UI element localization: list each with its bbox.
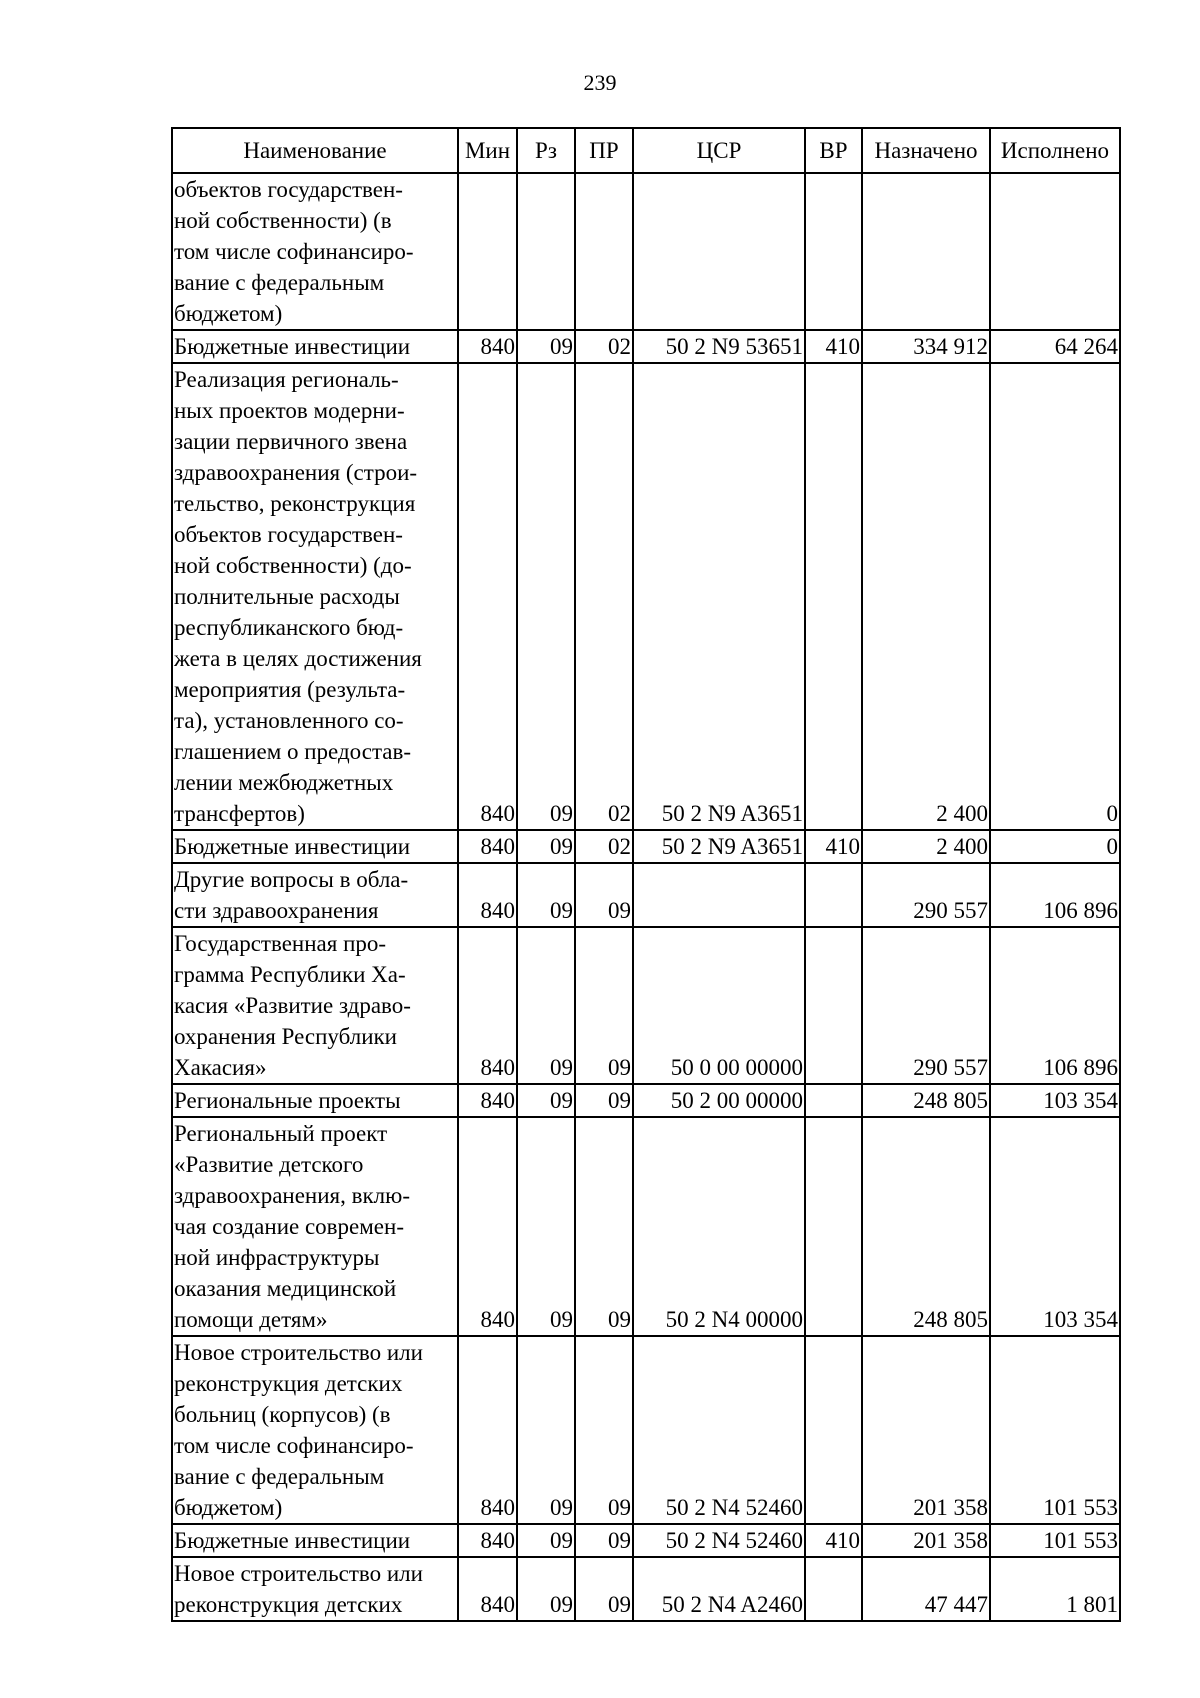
cell-name: Бюджетные инвестиции xyxy=(172,830,458,863)
cell-naznacheno: 47 447 xyxy=(862,1557,990,1621)
table-row xyxy=(172,927,1120,1084)
cell-pr: 09 xyxy=(575,863,633,927)
cell-pr: 09 xyxy=(575,1117,633,1336)
cell-naznacheno: 2 400 xyxy=(862,363,990,830)
header-rz: Рз xyxy=(517,128,575,173)
cell-pr xyxy=(575,173,633,330)
cell-csr: 50 2 N4 A2460 xyxy=(633,1557,805,1621)
cell-min: 840 xyxy=(458,1524,517,1557)
table-row xyxy=(172,1557,1120,1621)
cell-pr: 02 xyxy=(575,363,633,830)
cell-vr xyxy=(805,363,862,830)
cell-vr xyxy=(805,173,862,330)
cell-vr xyxy=(805,863,862,927)
cell-csr: 50 2 00 00000 xyxy=(633,1084,805,1117)
cell-rz: 09 xyxy=(517,1117,575,1336)
cell-ispolneno: 103 354 xyxy=(990,1117,1120,1336)
table-header-row xyxy=(172,128,1120,173)
cell-name: Другие вопросы в обла- сти здравоохранения xyxy=(172,863,458,927)
header-vr: ВР xyxy=(805,128,862,173)
cell-name: объектов государствен- ной собственности) (в том числе софинансиро- вание с федеральным бюджетом) xyxy=(172,173,458,330)
cell-name: Новое строительство или реконструкция детских больниц (корпусов) (в том числе софинансиро- вание с федеральным бюджетом) xyxy=(172,1336,458,1524)
cell-pr: 09 xyxy=(575,1524,633,1557)
cell-vr xyxy=(805,1557,862,1621)
cell-csr: 50 2 N9 53651 xyxy=(633,330,805,363)
page-number: 239 xyxy=(583,70,617,95)
cell-pr: 02 xyxy=(575,830,633,863)
cell-pr: 09 xyxy=(575,927,633,1084)
cell-rz: 09 xyxy=(517,927,575,1084)
cell-csr: 50 2 N4 52460 xyxy=(633,1336,805,1524)
cell-vr xyxy=(805,1117,862,1336)
cell-min xyxy=(458,173,517,330)
cell-csr xyxy=(633,863,805,927)
cell-name: Реализация региональ- ных проектов модерни- зации первичного звена здравоохранения (строи- тельство, реконструкция объектов государствен- ной собственности) (до- полнительные расходы республиканского бюд- жета в целях достижения мероприятия (результа- та), установленного со- глашением о предостав- лении межбюджетных трансфертов) xyxy=(172,363,458,830)
table-row xyxy=(172,830,1120,863)
cell-name: Региональный проект «Развитие детского здравоохранения, вклю- чая создание современ- ной инфраструктуры оказания медицинской помощи детям» xyxy=(172,1117,458,1336)
cell-ispolneno: 101 553 xyxy=(990,1336,1120,1524)
cell-csr: 50 2 N4 00000 xyxy=(633,1117,805,1336)
cell-rz xyxy=(517,173,575,330)
header-name: Наименование xyxy=(172,128,458,173)
cell-naznacheno: 201 358 xyxy=(862,1524,990,1557)
header-csr: ЦСР xyxy=(633,128,805,173)
table-row xyxy=(172,1336,1120,1524)
cell-naznacheno xyxy=(862,173,990,330)
cell-min: 840 xyxy=(458,863,517,927)
cell-vr: 410 xyxy=(805,1524,862,1557)
cell-ispolneno: 101 553 xyxy=(990,1524,1120,1557)
table-row xyxy=(172,363,1120,830)
cell-rz: 09 xyxy=(517,330,575,363)
table-row xyxy=(172,1524,1120,1557)
cell-ispolneno: 0 xyxy=(990,363,1120,830)
cell-min: 840 xyxy=(458,1084,517,1117)
cell-min: 840 xyxy=(458,927,517,1084)
cell-pr: 09 xyxy=(575,1557,633,1621)
cell-name: Бюджетные инвестиции xyxy=(172,330,458,363)
cell-pr: 02 xyxy=(575,330,633,363)
cell-rz: 09 xyxy=(517,1524,575,1557)
cell-ispolneno: 106 896 xyxy=(990,927,1120,1084)
cell-csr: 50 0 00 00000 xyxy=(633,927,805,1084)
cell-ispolneno: 106 896 xyxy=(990,863,1120,927)
cell-rz: 09 xyxy=(517,863,575,927)
cell-naznacheno: 201 358 xyxy=(862,1336,990,1524)
budget-table xyxy=(171,127,1121,1622)
cell-naznacheno: 248 805 xyxy=(862,1117,990,1336)
cell-pr: 09 xyxy=(575,1084,633,1117)
header-ispolneno: Исполнено xyxy=(990,128,1120,173)
cell-rz: 09 xyxy=(517,363,575,830)
cell-vr: 410 xyxy=(805,330,862,363)
cell-naznacheno: 248 805 xyxy=(862,1084,990,1117)
cell-ispolneno: 103 354 xyxy=(990,1084,1120,1117)
cell-ispolneno xyxy=(990,173,1120,330)
header-min: Мин xyxy=(458,128,517,173)
cell-name: Бюджетные инвестиции xyxy=(172,1524,458,1557)
cell-csr: 50 2 N9 A3651 xyxy=(633,830,805,863)
cell-vr xyxy=(805,1336,862,1524)
cell-name: Новое строительство или реконструкция детских xyxy=(172,1557,458,1621)
cell-naznacheno: 290 557 xyxy=(862,927,990,1084)
cell-csr xyxy=(633,173,805,330)
table-row xyxy=(172,330,1120,363)
table-row xyxy=(172,1084,1120,1117)
cell-rz: 09 xyxy=(517,1557,575,1621)
cell-ispolneno: 0 xyxy=(990,830,1120,863)
cell-min: 840 xyxy=(458,330,517,363)
cell-vr xyxy=(805,1084,862,1117)
cell-ispolneno: 1 801 xyxy=(990,1557,1120,1621)
cell-rz: 09 xyxy=(517,1084,575,1117)
cell-min: 840 xyxy=(458,1557,517,1621)
table-row xyxy=(172,173,1120,330)
cell-csr: 50 2 N9 A3651 xyxy=(633,363,805,830)
cell-naznacheno: 334 912 xyxy=(862,330,990,363)
cell-csr: 50 2 N4 52460 xyxy=(633,1524,805,1557)
cell-rz: 09 xyxy=(517,830,575,863)
cell-vr: 410 xyxy=(805,830,862,863)
cell-ispolneno: 64 264 xyxy=(990,330,1120,363)
cell-vr xyxy=(805,927,862,1084)
cell-min: 840 xyxy=(458,1117,517,1336)
table-row xyxy=(172,1117,1120,1336)
cell-name: Региональные проекты xyxy=(172,1084,458,1117)
header-pr: ПР xyxy=(575,128,633,173)
cell-min: 840 xyxy=(458,363,517,830)
header-naznacheno: Назначено xyxy=(862,128,990,173)
table-row xyxy=(172,863,1120,927)
cell-min: 840 xyxy=(458,1336,517,1524)
cell-rz: 09 xyxy=(517,1336,575,1524)
cell-pr: 09 xyxy=(575,1336,633,1524)
cell-min: 840 xyxy=(458,830,517,863)
cell-name: Государственная про- грамма Республики Ха- касия «Развитие здраво- охранения Республики Хакасия» xyxy=(172,927,458,1084)
cell-naznacheno: 290 557 xyxy=(862,863,990,927)
cell-naznacheno: 2 400 xyxy=(862,830,990,863)
